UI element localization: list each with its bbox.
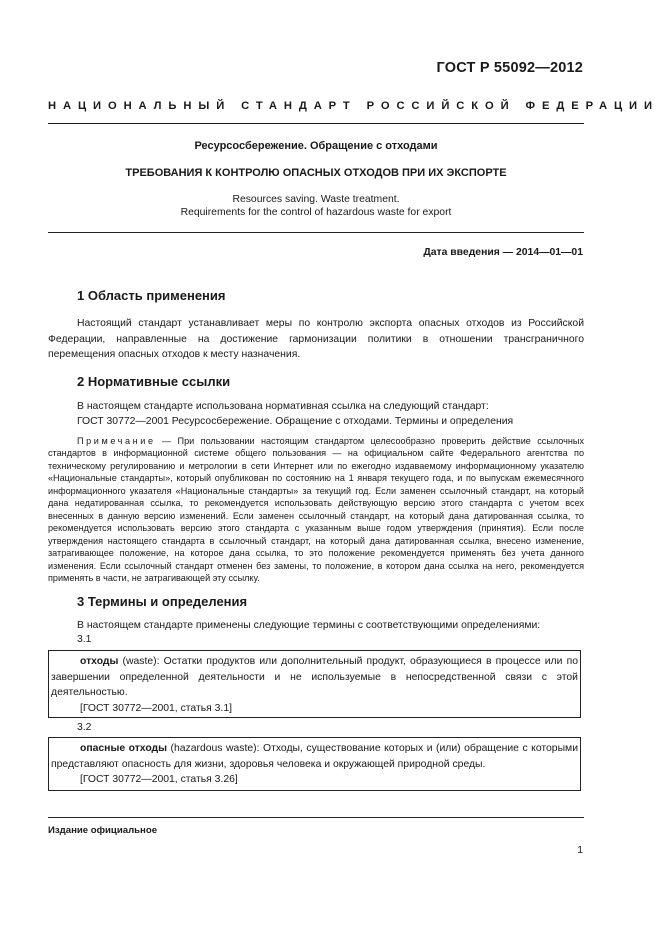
term-definition-box [48,737,581,791]
introduction-date: Дата введения — 2014—01—01 [423,247,583,258]
normative-reference-intro: В настоящем стандарте использована нормативная ссылка на следующий стандарт: [77,401,489,412]
term-source-reference: [ГОСТ 30772—2001, статья 3.26] [80,774,238,785]
document-subtitle: Ресурсосбережение. Обращение с отходами [194,140,438,152]
section-1-body: Настоящий стандарт устанавливает меры по контролю экспорта опасных отходов из Российской Федерации, направленные на достижение гармонизации политики в отношении трансграничного перемещения опасных отходов к месту назначения. [48,318,584,360]
note-text: — При пользовании настоящим стандартом целесообразно проверить действие ссылочных стандартов в информационной системе общего пользования — на официальном сайте Федерального агентства по техническому регулированию и метрологии в сети Интернет или по ежегодно издаваемому информационному указателю «Национальные стандарты», который опубликован по состоянию на 1 января текущего года, и по выпускам ежемесячного информационного указателя «Национальные стандарты» за текущий год. Если заменен ссылочный стандарт, на который дана недатированная ссылка, то рекомендуется использовать действующую версию этого стандарта с учетом всех внесенных в данную версию изменений. Если заменен ссылочный стандарт, на который дана датированная ссылка, то рекомендуется использовать версию этого стандарта с указанным выше годом утверждения (принятия). Если после утверждения настоящего стандарта в ссылочный стандарт, на который дана датированная ссылка, внесено изменение, затрагивающее положение, на которое дана ссылка, то это положение рекомендуется применять без учета данного изменения. Если ссылочный стандарт отменен без замены, то положение, в котором дана ссылка на него, рекомендуется применять в части, не затрагивающей эту ссылку. [48,436,584,583]
document-code: ГОСТ Р 55092—2012 [436,60,583,76]
section-1-heading: 1 Область применения [77,288,226,303]
document-title: ТРЕБОВАНИЯ К КОНТРОЛЮ ОПАСНЫХ ОТХОДОВ ПРИ ИХ ЭКСПОРТЕ [125,167,507,179]
normative-reference-item: ГОСТ 30772—2001 Ресурсосбережение. Обращение с отходами. Термины и определения [77,416,514,427]
english-title-line-2: Requirements for the control of hazardous waste for export [180,207,452,218]
term-definition [51,741,578,772]
term-number: 3.1 [77,634,92,645]
term-english: (hazardous waste): [167,743,263,754]
national-standard-banner: НАЦИОНАЛЬНЫЙ СТАНДАРТ РОССИЙСКОЙ ФЕДЕРАЦИИ [48,100,659,112]
term-definition-text: Отходы, существование которых и (или) обращение с которыми представляют опасность для жизни, здоровья человека и окружающей природной среды. [51,743,578,770]
section-2-heading: 2 Нормативные ссылки [77,374,231,389]
term-definition-text: Остатки продуктов или дополнительный продукт, образующиеся в процессе или по завершении определенной деятельности и не используемые в непосредственной связи с этой деятельностью. [51,656,578,698]
footer-divider [48,817,584,818]
title-divider [48,232,584,233]
terms-intro: В настоящем стандарте применены следующие термины с соответствующими определениями: [77,620,541,631]
reference-note [48,435,584,584]
note-label: Примечание [77,436,156,446]
term-definition [51,654,578,701]
page-number: 1 [577,845,583,856]
official-edition-label: Издание официальное [48,825,158,836]
term-source-reference: [ГОСТ 30772—2001, статья 3.1] [80,702,232,714]
term-name: опасные отходы [80,743,167,754]
term-english: (waste): [118,656,164,667]
english-title-line-1: Resources saving. Waste treatment. [232,194,400,205]
header-divider [48,123,584,124]
section-1-text [48,316,584,363]
term-definition-box [48,650,581,718]
term-name: отходы [80,656,119,667]
section-3-heading: 3 Термины и определения [77,594,248,609]
term-number: 3.2 [77,722,92,733]
